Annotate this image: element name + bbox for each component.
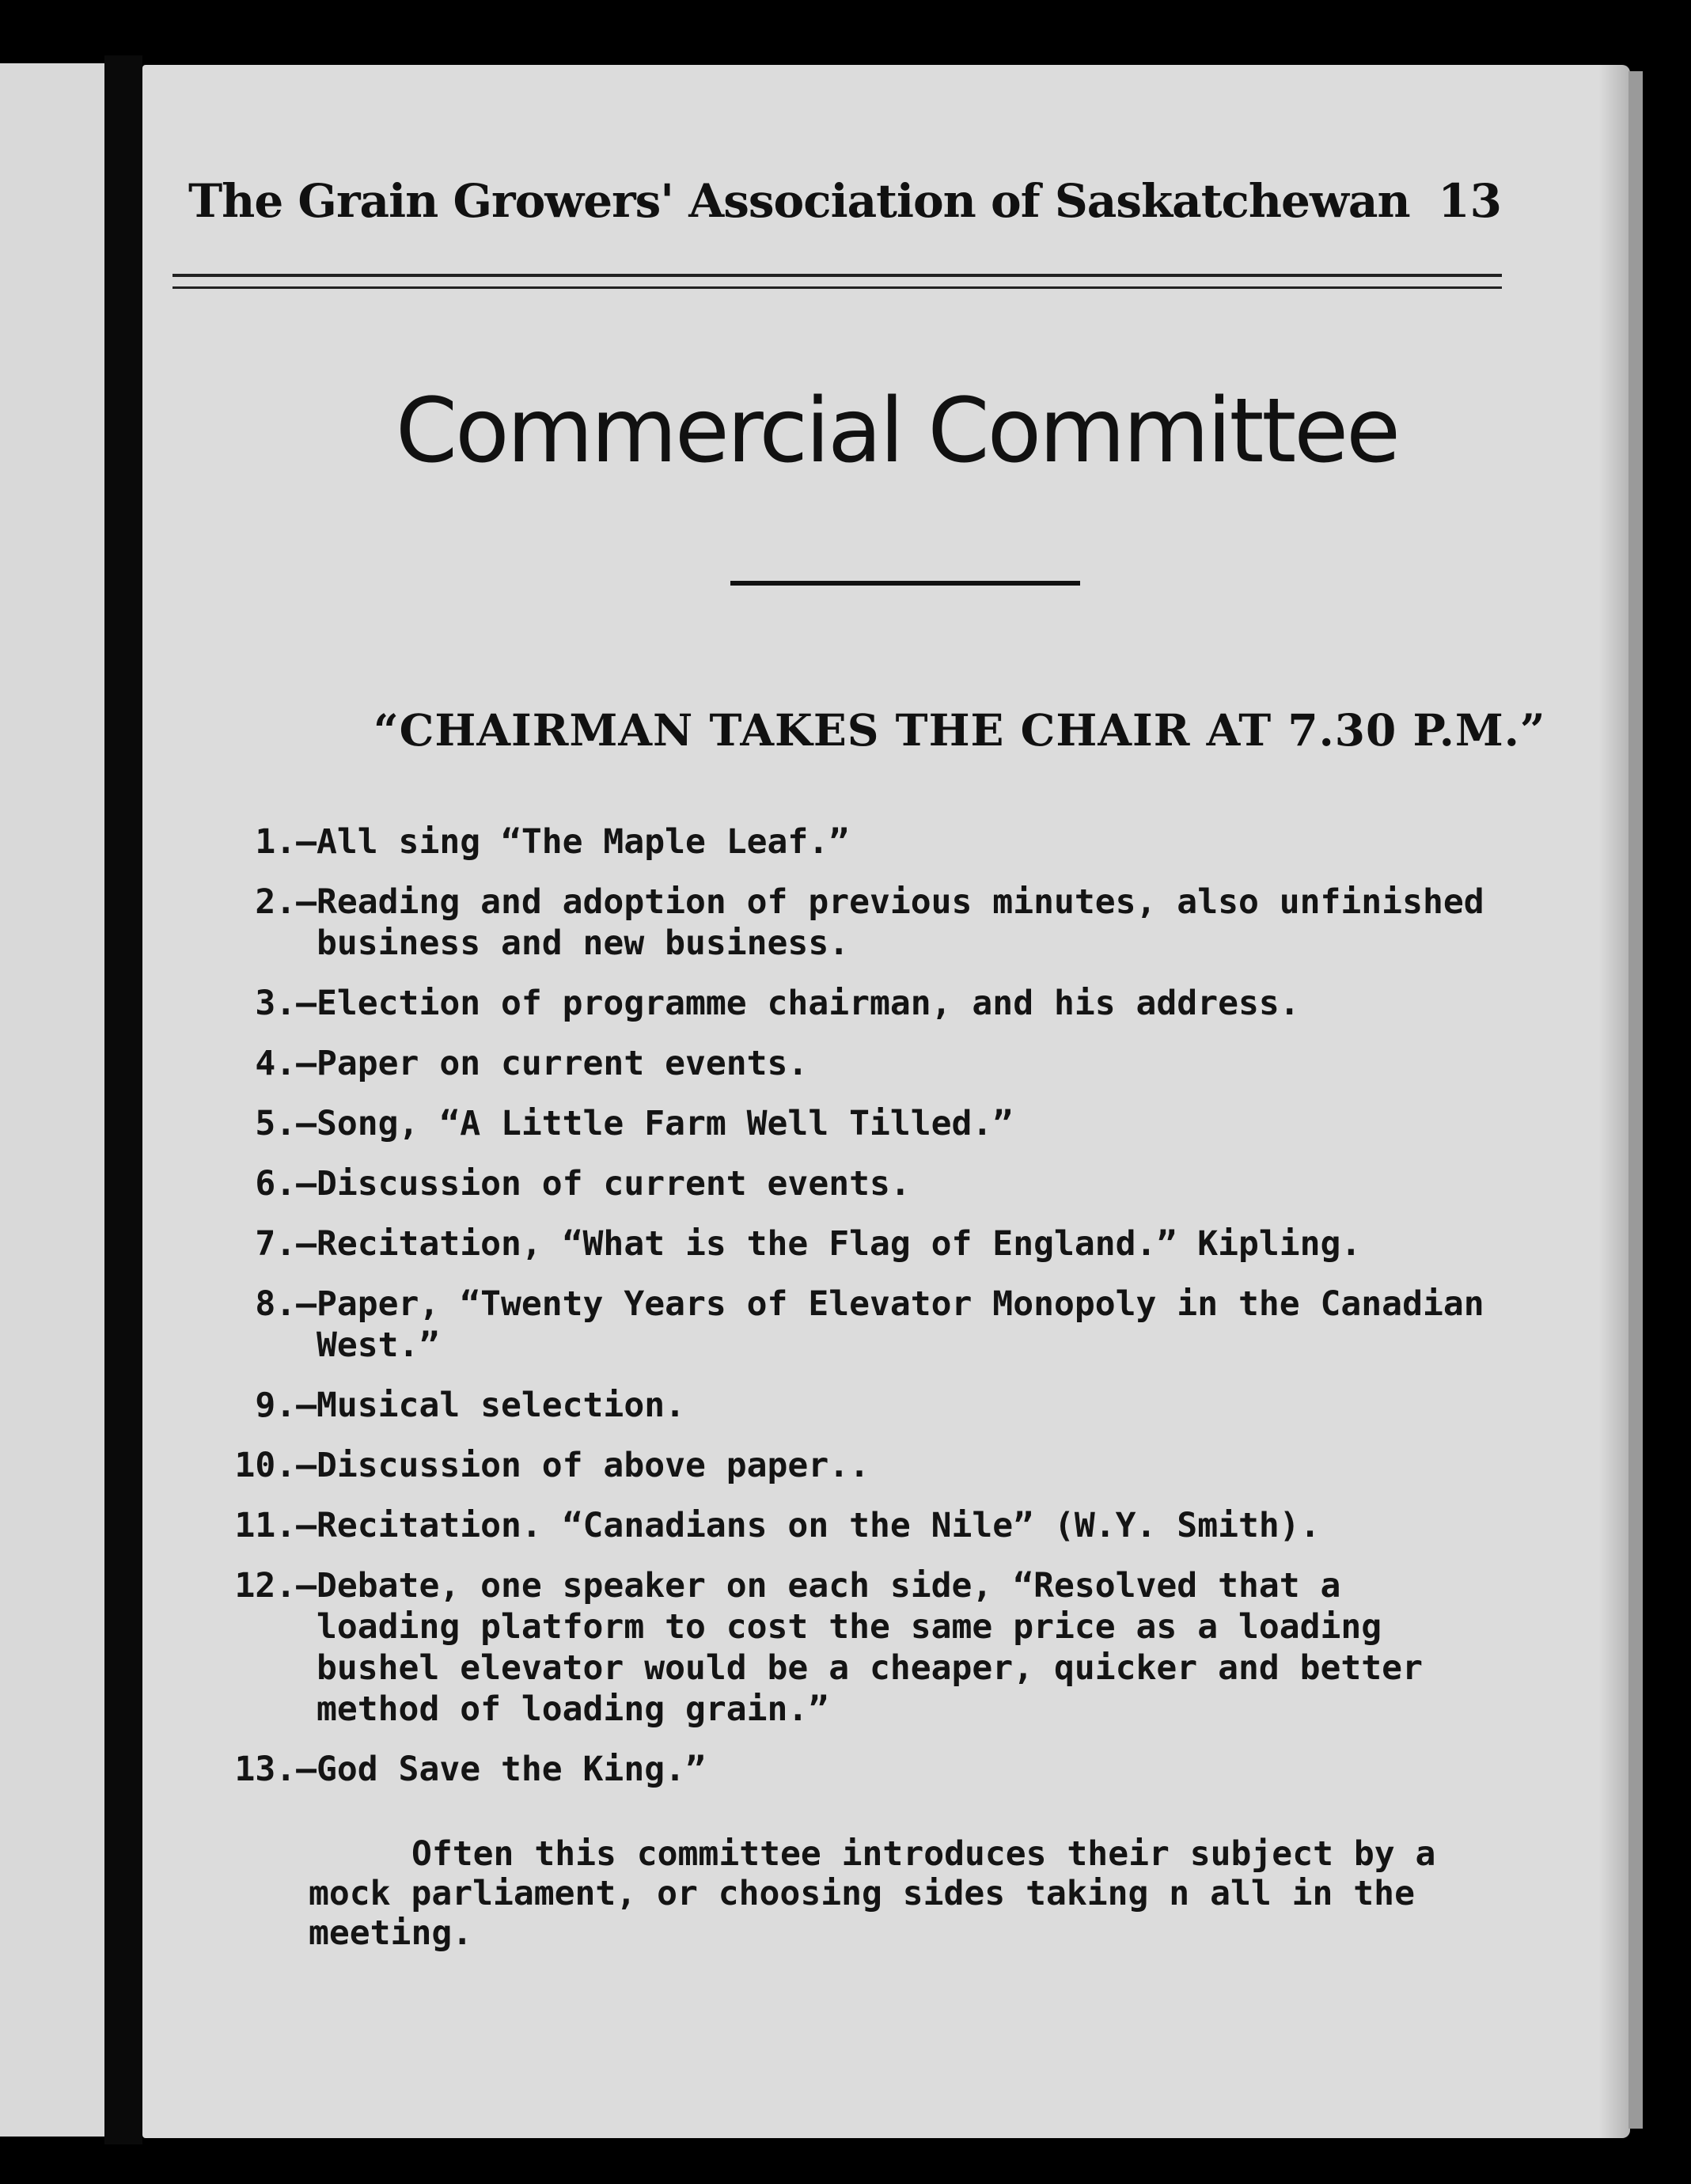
list-item	[255, 1223, 1503, 1265]
running-header	[188, 133, 1502, 228]
item-text: Reading and adoption of previous minutes, also unfinished business and new business.	[317, 882, 1484, 963]
item-text: All sing “The Maple Leaf.”	[317, 822, 850, 862]
header-rule	[173, 274, 1502, 289]
item-number: 4.—	[255, 1044, 317, 1083]
subheading: “CHAIRMAN TAKES THE CHAIR AT 7.30 P.M.”	[373, 704, 1546, 756]
item-text: Recitation, “What is the Flag of England.” Kipling.	[317, 1224, 1362, 1264]
running-title: The Grain Growers' Association of Saskatchewan	[188, 174, 1410, 228]
item-text: God Save the King.”	[317, 1750, 706, 1789]
page-title: Commercial Committee	[395, 380, 1399, 483]
list-item	[234, 1565, 1503, 1730]
item-text: Discussion of current events.	[317, 1164, 911, 1204]
list-item	[234, 1749, 1503, 1790]
list-item	[234, 1505, 1503, 1546]
closing-note: Often this committee introduces their subject by a mock parliament, or choosing sides taking n all in the meeting.	[309, 1834, 1436, 1953]
programme-list	[234, 821, 1503, 1809]
facing-page-edge	[0, 63, 104, 2137]
item-text: Recitation. “Canadians on the Nile” (W.Y. Smith).	[317, 1506, 1321, 1545]
item-number: 13.—	[234, 1750, 317, 1789]
item-text: Discussion of above paper..	[317, 1446, 870, 1485]
title-rule	[730, 581, 1080, 586]
item-number: 3.—	[255, 984, 317, 1023]
item-text: Song, “A Little Farm Well Tilled.”	[317, 1104, 1014, 1143]
item-number: 1.—	[255, 822, 317, 862]
book-gutter	[104, 55, 142, 2144]
item-number: 12.—	[234, 1566, 317, 1606]
item-number: 2.—	[255, 882, 317, 922]
list-item	[255, 882, 1503, 964]
list-item	[255, 821, 1503, 863]
list-item	[255, 1283, 1503, 1366]
item-text: Debate, one speaker on each side, “Resolved that a loading platform to cost the same price as a loading bushel elevator would be a cheaper, quicker and better method of loading grain.”	[317, 1566, 1423, 1729]
list-item	[255, 1103, 1503, 1144]
item-text: Musical selection.	[317, 1386, 685, 1425]
item-number: 7.—	[255, 1224, 317, 1264]
page-number: 13	[1438, 174, 1502, 228]
item-number: 9.—	[255, 1386, 317, 1425]
item-number: 10.—	[234, 1446, 317, 1485]
list-item	[255, 983, 1503, 1024]
item-text: Paper on current events.	[317, 1044, 809, 1083]
item-number: 8.—	[255, 1284, 317, 1324]
item-number: 5.—	[255, 1104, 317, 1143]
item-number: 11.—	[234, 1506, 317, 1545]
item-text: Election of programme chairman, and his address.	[317, 984, 1300, 1023]
list-item	[255, 1043, 1503, 1084]
item-number: 6.—	[255, 1164, 317, 1204]
list-item	[255, 1385, 1503, 1426]
item-text: Paper, “Twenty Years of Elevator Monopoly in the Canadian West.”	[317, 1284, 1484, 1365]
list-item	[234, 1445, 1503, 1486]
list-item	[255, 1163, 1503, 1204]
